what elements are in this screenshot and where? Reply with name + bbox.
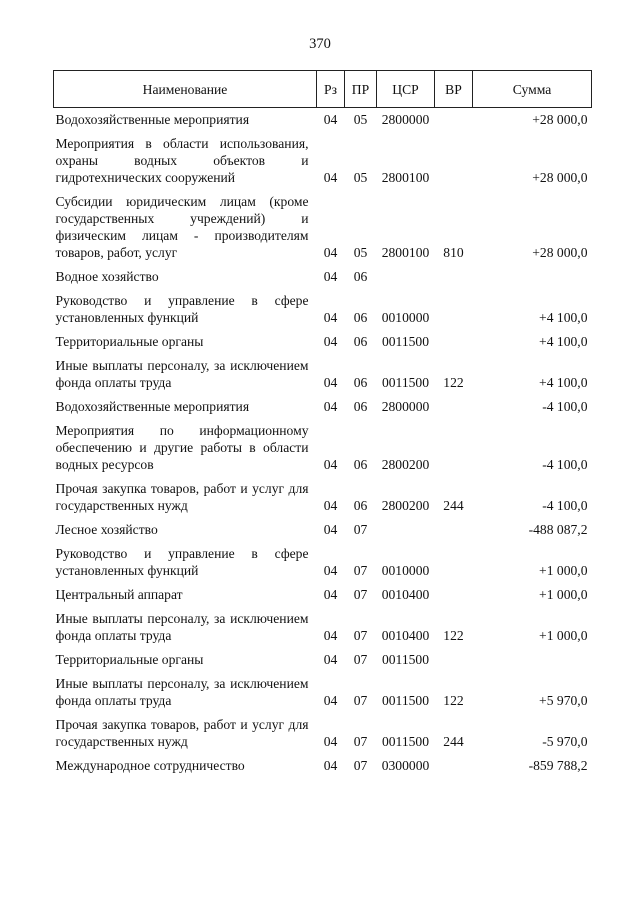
cell-rz: 04 (323, 310, 338, 325)
table-row (54, 518, 592, 542)
cell-name: Иные выплаты персоналу, за исключением фонда оплаты труда (55, 611, 309, 643)
cell-rz: 04 (323, 587, 338, 602)
table-row (54, 542, 592, 583)
cell-vr: 122 (443, 375, 464, 390)
cell-rz: 04 (323, 375, 338, 390)
cell-csr (377, 265, 435, 289)
cell-sum: -4 100,0 (542, 457, 588, 472)
table-row (54, 190, 592, 265)
cell-sum: +4 100,0 (539, 334, 588, 349)
cell-pr: 07 (353, 734, 368, 749)
cell-pr: 07 (353, 628, 368, 643)
cell-name: Руководство и управление в сфере установленных функций (55, 293, 309, 325)
cell-vr: 122 (443, 628, 464, 643)
cell-rz: 04 (323, 734, 338, 749)
cell-csr: 0011500 (381, 652, 430, 667)
cell-pr: 05 (353, 112, 368, 127)
cell-csr: 2800000 (381, 399, 430, 414)
cell-name: Территориальные органы (55, 652, 204, 667)
cell-pr: 06 (353, 498, 368, 513)
page-number: 370 (309, 36, 331, 52)
table-row (54, 607, 592, 648)
cell-vr (435, 583, 473, 607)
cell-pr: 06 (353, 375, 368, 390)
cell-rz: 04 (323, 269, 338, 284)
cell-vr (435, 265, 473, 289)
cell-pr: 06 (353, 334, 368, 349)
cell-name: Мероприятия по информационному обеспечению и другие работы в области водных ресурсов (55, 423, 309, 472)
cell-rz: 04 (323, 522, 338, 537)
table-row (54, 132, 592, 190)
cell-vr (435, 518, 473, 542)
cell-csr (377, 518, 435, 542)
cell-sum: -4 100,0 (542, 399, 588, 414)
cell-vr (435, 132, 473, 190)
cell-pr: 06 (353, 399, 368, 414)
cell-rz: 04 (323, 498, 338, 513)
cell-vr: 122 (443, 693, 464, 708)
cell-vr: 244 (443, 498, 464, 513)
cell-sum (473, 648, 592, 672)
table-body (54, 108, 592, 779)
cell-name: Прочая закупка товаров, работ и услуг для государственных нужд (55, 717, 309, 749)
cell-pr: 06 (353, 269, 368, 284)
cell-sum: -859 788,2 (528, 758, 588, 773)
cell-pr: 07 (353, 522, 368, 537)
cell-csr: 0011500 (381, 375, 430, 390)
cell-vr (435, 542, 473, 583)
cell-name: Водохозяйственные мероприятия (55, 399, 250, 414)
cell-vr: 244 (443, 734, 464, 749)
header-sum: Сумма (473, 71, 592, 108)
cell-csr: 2800100 (381, 245, 430, 260)
cell-rz: 04 (323, 399, 338, 414)
cell-name: Прочая закупка товаров, работ и услуг для государственных нужд (55, 481, 309, 513)
cell-csr: 2800100 (381, 170, 430, 185)
table-row (54, 583, 592, 607)
budget-table (53, 70, 592, 778)
cell-sum: +1 000,0 (539, 628, 588, 643)
cell-sum: +4 100,0 (539, 375, 588, 390)
table-row (54, 713, 592, 754)
table-header (54, 71, 592, 108)
cell-csr: 0010400 (381, 587, 430, 602)
cell-csr: 2800200 (381, 457, 430, 472)
cell-name: Центральный аппарат (55, 587, 183, 602)
cell-sum: +1 000,0 (539, 563, 588, 578)
cell-rz: 04 (323, 112, 338, 127)
cell-pr: 05 (353, 245, 368, 260)
cell-pr: 07 (353, 652, 368, 667)
cell-sum: +5 970,0 (539, 693, 588, 708)
cell-sum: -5 970,0 (542, 734, 588, 749)
cell-vr: 810 (443, 245, 464, 260)
cell-name: Иные выплаты персоналу, за исключением фонда оплаты труда (55, 358, 309, 390)
cell-rz: 04 (323, 563, 338, 578)
cell-sum: +4 100,0 (539, 310, 588, 325)
table-row (54, 754, 592, 778)
cell-name: Субсидии юридическим лицам (кроме государственных учреждений) и физическим лицам - производителям товаров, работ, услуг (55, 194, 309, 260)
table-row (54, 265, 592, 289)
cell-rz: 04 (323, 170, 338, 185)
cell-csr: 0011500 (381, 334, 430, 349)
header-vr: ВР (435, 71, 473, 108)
table-row (54, 648, 592, 672)
cell-name: Иные выплаты персоналу, за исключением фонда оплаты труда (55, 676, 309, 708)
cell-name: Мероприятия в области использования, охраны водных объектов и гидротехнических сооружений (55, 136, 309, 185)
table-row (54, 354, 592, 395)
cell-name: Руководство и управление в сфере установленных функций (55, 546, 309, 578)
cell-rz: 04 (323, 652, 338, 667)
cell-sum: +1 000,0 (539, 587, 588, 602)
cell-sum (473, 265, 592, 289)
cell-pr: 07 (353, 587, 368, 602)
header-rz: Рз (317, 71, 345, 108)
cell-name: Водохозяйственные мероприятия (55, 112, 250, 127)
cell-csr: 0010000 (381, 563, 430, 578)
header-csr: ЦСР (377, 71, 435, 108)
cell-name: Международное сотрудничество (55, 758, 245, 773)
cell-name: Лесное хозяйство (55, 522, 158, 537)
cell-vr (435, 330, 473, 354)
table-row (54, 330, 592, 354)
cell-csr: 0011500 (381, 693, 430, 708)
cell-pr: 07 (353, 563, 368, 578)
table-row (54, 395, 592, 419)
cell-pr: 06 (353, 457, 368, 472)
table-row (54, 108, 592, 133)
cell-sum: +28 000,0 (532, 170, 588, 185)
cell-pr: 07 (353, 693, 368, 708)
cell-rz: 04 (323, 334, 338, 349)
table-row (54, 477, 592, 518)
cell-name: Территориальные органы (55, 334, 204, 349)
cell-rz: 04 (323, 245, 338, 260)
cell-csr: 2800200 (381, 498, 430, 513)
header-pr: ПР (345, 71, 377, 108)
cell-vr (435, 754, 473, 778)
cell-rz: 04 (323, 457, 338, 472)
header-name: Наименование (54, 71, 317, 108)
cell-csr: 2800000 (381, 112, 430, 127)
cell-rz: 04 (323, 693, 338, 708)
cell-rz: 04 (323, 628, 338, 643)
cell-sum: +28 000,0 (532, 245, 588, 260)
cell-sum: +28 000,0 (532, 112, 588, 127)
cell-csr: 0300000 (381, 758, 430, 773)
cell-csr: 0010000 (381, 310, 430, 325)
cell-csr: 0010400 (381, 628, 430, 643)
cell-vr (435, 419, 473, 477)
cell-sum: -4 100,0 (542, 498, 588, 513)
cell-vr (435, 395, 473, 419)
cell-vr (435, 289, 473, 330)
cell-pr: 07 (353, 758, 368, 773)
cell-vr (435, 648, 473, 672)
cell-csr: 0011500 (381, 734, 430, 749)
cell-rz: 04 (323, 758, 338, 773)
table-row (54, 419, 592, 477)
cell-sum: -488 087,2 (528, 522, 588, 537)
cell-pr: 06 (353, 310, 368, 325)
cell-pr: 05 (353, 170, 368, 185)
cell-vr (435, 108, 473, 133)
table-row (54, 289, 592, 330)
table-row (54, 672, 592, 713)
header-row (54, 71, 592, 108)
cell-name: Водное хозяйство (55, 269, 159, 284)
